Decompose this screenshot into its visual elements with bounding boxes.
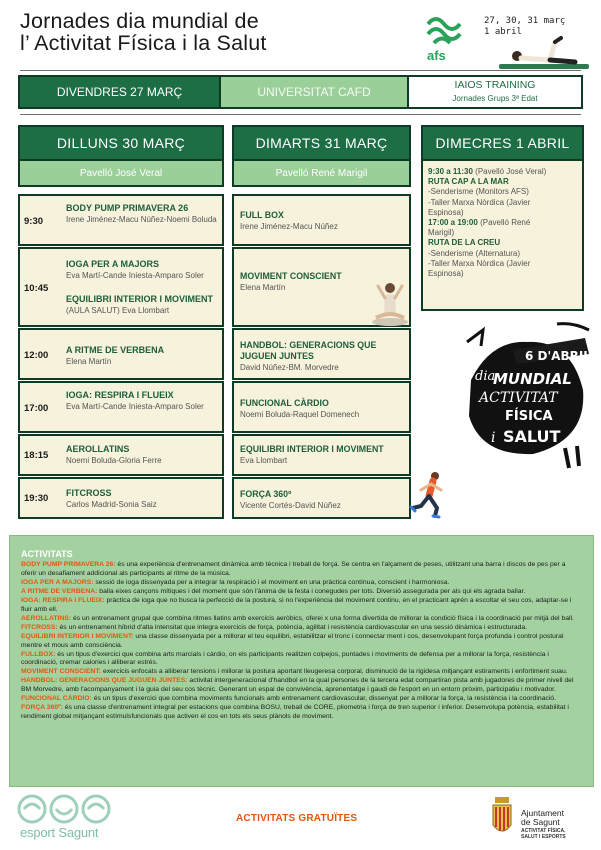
topbar-divider <box>20 114 581 115</box>
activity-instructors: Eva Martí-Cande Iniesta-Amparo Soler <box>66 402 204 411</box>
morning-venue: (Pavelló José Veral) <box>475 167 547 176</box>
dates-line-1: 27, 30, 31 març <box>484 16 566 26</box>
activity-desc-text: sessió de ioga dissenyada per a integrar la respiració i el moviment en una pràctica contínua, conscient i harmoniosa. <box>93 578 450 586</box>
wednesday-heading: DIMECRES 1 ABRIL <box>421 125 584 161</box>
activity-desc <box>21 695 582 704</box>
activity-desc-text: una classe dissenyada per a millorar el teu equilibri, estabilitzar el tronc i connectar ment i cos, desenvolupant força profunda i control postural mentre et mous amb consciència. <box>21 632 564 649</box>
coat-of-arms-icon <box>487 793 517 843</box>
monday-slot-3 <box>18 328 224 380</box>
activity-desc-text: activitat intergeneracional d'handbol en la qual persones de la tercera edat compartiran pista amb jugadores de primer nivell del BM Morvedre, amb l'acompanyament i la guia del seu cos tècnic. Generant un espai de convivència, aprenentatge i gaudi de l'esport en un entorn pròxim, participatiu i motivador. <box>21 677 574 694</box>
world-day-badge <box>461 320 593 470</box>
activity-name: FITCROSS <box>66 488 112 498</box>
iaios-title: IAIOS TRAINING <box>454 79 536 91</box>
activity-instructors-2: (AULA SALUT) Eva Llombart <box>66 306 170 315</box>
dates-line-2: 1 abril <box>484 27 522 37</box>
page-title <box>20 10 400 54</box>
monday-slot-2 <box>18 247 224 327</box>
activity-instructors: Eva Llombart <box>240 456 288 465</box>
title-line-2: l’ Activitat Física i la Salut <box>20 31 267 55</box>
tuesday-slot-4 <box>232 381 411 433</box>
meditating-woman-illustration <box>368 278 412 328</box>
friday-day-label: DIVENDRES 27 MARÇ <box>18 75 221 109</box>
badge-date: 6 D'ABRIL <box>525 349 591 363</box>
monday-slot-6 <box>18 477 224 519</box>
afternoon-slot <box>428 218 577 228</box>
ajuntament-dept <box>521 828 566 840</box>
activity-desc-name: FITCROSS: <box>21 623 58 631</box>
slot-time: 10:45 <box>24 283 49 294</box>
stretching-woman-illustration <box>495 36 595 72</box>
slot-time: 17:00 <box>24 403 49 414</box>
runner-illustration <box>409 470 453 520</box>
activities-heading: ACTIVITATS <box>21 549 73 559</box>
activity-name-line-2: JUGUEN JUNTES <box>240 351 314 361</box>
route-1-item-b-cont: Espinosa) <box>428 207 464 217</box>
tuesday-slot-5 <box>232 434 411 476</box>
activity-desc <box>21 615 582 624</box>
activity-desc <box>21 651 582 669</box>
afternoon-venue-cont: Marigil) <box>428 228 455 238</box>
activity-name: FUNCIONAL CÀRDIO <box>240 398 329 408</box>
badge-fisica: FÍSICA <box>505 409 553 424</box>
ajuntament-sub-1: ACTIVITAT FÍSICA, <box>521 828 566 834</box>
activity-name: FULL BOX <box>240 210 284 220</box>
activity-instructors: Noemi Boluda-Gloria Ferre <box>66 456 162 465</box>
activities-description-box <box>9 535 594 787</box>
morning-slot <box>428 167 577 177</box>
activity-desc-name: IOGA: RESPIRA I FLUEIX: <box>21 596 105 604</box>
activity-desc <box>21 588 582 597</box>
activity-name: IOGA PER A MAJORS <box>66 259 160 269</box>
route-2-item-b: -Taller Marxa Nòrdica (Javier <box>428 258 531 268</box>
esport-sagunt-text: esport Sagunt <box>20 825 99 840</box>
dates-note <box>484 16 594 38</box>
activity-desc-name: A RITME DE VERBENA: <box>21 587 98 595</box>
activity-desc-name: AEROLLATINS: <box>21 614 72 622</box>
activity-name: EQUILIBRI INTERIOR I MOVIMENT <box>240 444 384 454</box>
activity-instructors: David Núñez-BM. Morvedre <box>240 363 339 372</box>
activity-instructors: Carlos Madrid-Sonia Saiz <box>66 500 157 509</box>
activity-desc-name: BODY PUMP PRIMAVERA 26: <box>21 561 116 568</box>
ajuntament-sub-2: SALUT I ESPORTS <box>521 834 566 840</box>
badge-activitat: ACTIVITAT <box>479 390 558 406</box>
activity-desc-name: HANDBOL: GENERACIONS QUE JUGUEN JUNTES: <box>21 677 188 685</box>
ajuntament-name <box>521 809 564 827</box>
activity-desc-text: és una classe d'entrenament integral per estacions que combina BOSU, treball de CORE, pliometria i força de tren superior i inferior. Desenvolupa potència, estabilitat i rendiment global mitjançant estímulsfuncionals que activen el cos en tots els seus plànols de moviment. <box>21 704 569 721</box>
slot-time: 12:00 <box>24 350 49 361</box>
tuesday-slot-6 <box>232 477 411 519</box>
activity-desc <box>21 677 582 695</box>
slot-time: 9:30 <box>24 216 44 227</box>
activity-name: AEROLLATINS <box>66 444 130 454</box>
route-1-item-a: -Senderisme (Monitors AFS) <box>428 187 529 197</box>
monday-slot-4 <box>18 381 224 433</box>
badge-salut: SALUT <box>503 427 561 446</box>
activity-desc-text: és una experiència d'entrenament dinàmica amb tècnica i treball de força. Se centra en l'alçament de peses, utilitzant una barra i discos de pes per a oferir un desafiament addicional als participants al ritme de la música. <box>21 561 566 577</box>
afs-logo-text: afs <box>427 48 446 63</box>
activity-desc-text: és un tipus d'exercici que combina arts marcials i càrdio, on els participants realitzen colpejos, puntades i moviments de defensa per a millorar la força, resistència i coordinació, cremar calories i alliberar estrés. <box>21 650 549 667</box>
badge-mundial: MUNDIAL <box>493 370 572 388</box>
route-2-item-a: -Senderisme (Alternatura) <box>428 248 521 258</box>
activity-desc-text: és un entrenament híbrid d'alta intensitat que integra exercicis de força, potència, agilitat i resistència cardiovascular en una sessió dinàmica i estructurada. <box>57 623 528 631</box>
monday-slot-1 <box>18 194 224 246</box>
slot-time: 19:30 <box>24 493 49 504</box>
activities-list <box>21 561 582 722</box>
esport-sagunt-logo <box>16 793 126 843</box>
iaios-subtitle: Jornades Grups 3ª Edat <box>452 94 538 103</box>
monday-heading: DILLUNS 30 MARÇ <box>18 125 224 161</box>
activity-name: IOGA: RESPIRA I FLUEIX <box>66 390 174 400</box>
tuesday-venue: Pavelló René Marigil <box>232 161 411 187</box>
header-divider <box>20 70 581 71</box>
afs-waves-icon <box>424 14 466 48</box>
activity-desc-name: MOVIMENT CONSCIENT: <box>21 668 102 676</box>
ajuntament-line-1: Ajuntament <box>521 808 564 818</box>
activity-desc-text: balla eixes cançons mítiques i del moment que són l'ànima de la festa i conegudes per tots. Diversió assegurada per als qui els agrada ballar. <box>97 587 526 595</box>
esport-waves-icon <box>16 793 116 825</box>
badge-i: i <box>491 430 496 446</box>
tuesday-heading: DIMARTS 31 MARÇ <box>232 125 411 161</box>
activity-desc-name: EQUILIBRI INTERIOR I MOVIMENT: <box>21 632 134 640</box>
tuesday-slot-3 <box>232 328 411 380</box>
ajuntament-logo <box>487 793 597 848</box>
activity-desc-text: és un tipus d'exercici que combina moviments funcionals amb entrenament cardiovascular, dissenyat per a millorar la força, la resistència i la coordinació. <box>91 695 556 703</box>
friday-venue: UNIVERSITAT CAFD <box>221 75 409 109</box>
morning-time: 9:30 a 11:30 <box>428 167 473 176</box>
activity-instructors: Irene Jiménez-Macu Núñez-Noemi Boluda <box>66 215 217 224</box>
activity-desc <box>21 579 582 588</box>
activity-instructors: Vicente Cortés-David Núñez <box>240 501 341 510</box>
activity-instructors: Irene Jiménez-Macu Núñez <box>240 222 338 231</box>
route-1-item-b: -Taller Marxa Nòrdica (Javier <box>428 197 531 207</box>
route-2-title: RUTA DE LA CREU <box>428 238 501 248</box>
activity-instructors: Elena Martín <box>240 283 286 292</box>
activity-desc-name: FORÇA 360º: <box>21 704 63 712</box>
monday-slot-5 <box>18 434 224 476</box>
activity-desc-name: FULLBOX: <box>21 650 56 658</box>
wednesday-schedule <box>421 159 584 311</box>
activity-name-2: EQUILIBRI INTERIOR I MOVIMENT <box>66 294 214 304</box>
activity-name: MOVIMENT CONSCIENT <box>240 271 342 281</box>
activity-desc-text: és un entrenament grupal que combina ritmes llatins amb exercicis aeròbics, oferei x una forma divertida de millorar la condició física i la coordinació per mitjà del ball. <box>71 614 574 622</box>
activity-name: BODY PUMP PRIMAVERA 26 <box>66 203 189 213</box>
ajuntament-line-2: de Sagunt <box>521 817 560 827</box>
activity-name: HANDBOL: GENERACIONS QUE <box>240 340 377 350</box>
free-activities-label: ACTIVITATS GRATUÏTES <box>236 813 358 824</box>
activity-desc-name: IOGA PER A MAJORS: <box>21 578 94 586</box>
activity-desc <box>21 624 582 633</box>
activity-desc <box>21 561 582 579</box>
activity-desc <box>21 597 582 615</box>
activity-instructors: Noemi Boluda-Raquel Domenech <box>240 410 360 419</box>
slot-time: 18:15 <box>24 450 49 461</box>
iaios-training-box <box>409 75 583 109</box>
afternoon-time: 17:00 a 19:00 <box>428 218 478 228</box>
activity-instructors: Eva Martí-Cande Iniesta-Amparo Soler <box>66 271 204 280</box>
activity-desc <box>21 704 582 722</box>
afs-logo <box>424 14 466 66</box>
activity-desc <box>21 668 582 677</box>
title-line-1: Jornades dia mundial de <box>20 9 259 33</box>
afternoon-venue: (Pavelló René <box>480 218 531 228</box>
activity-desc-name: FUNCIONAL CÀRDIO: <box>21 695 92 703</box>
activity-instructors: Elena Martín <box>66 357 112 366</box>
route-2-item-b-cont: Espinosa) <box>428 269 464 279</box>
activity-desc <box>21 633 582 651</box>
route-1-title: RUTA CAP A LA MAR <box>428 177 509 187</box>
activity-name: A RITME DE VERBENA <box>66 345 165 355</box>
activity-desc-text: exercicis enfocats a alliberar tensions i millorar la postura aportant lleugeresa corporal, disminució de la rigidesa mitjançant estiraments i enfortiment suau. <box>101 668 568 676</box>
tuesday-slot-1 <box>232 194 411 246</box>
monday-venue: Pavelló José Veral <box>18 161 224 187</box>
activity-name: FORÇA 360º <box>240 489 292 499</box>
activity-desc-text: pràctica de ioga que no busca la perfecció de la postura, si no l'experiència del moviment continu, en el practicant aprén a escoltar el seu cos, adaptar-se i fluir amb ell. <box>21 596 572 613</box>
badge-dia: dia <box>475 369 496 384</box>
